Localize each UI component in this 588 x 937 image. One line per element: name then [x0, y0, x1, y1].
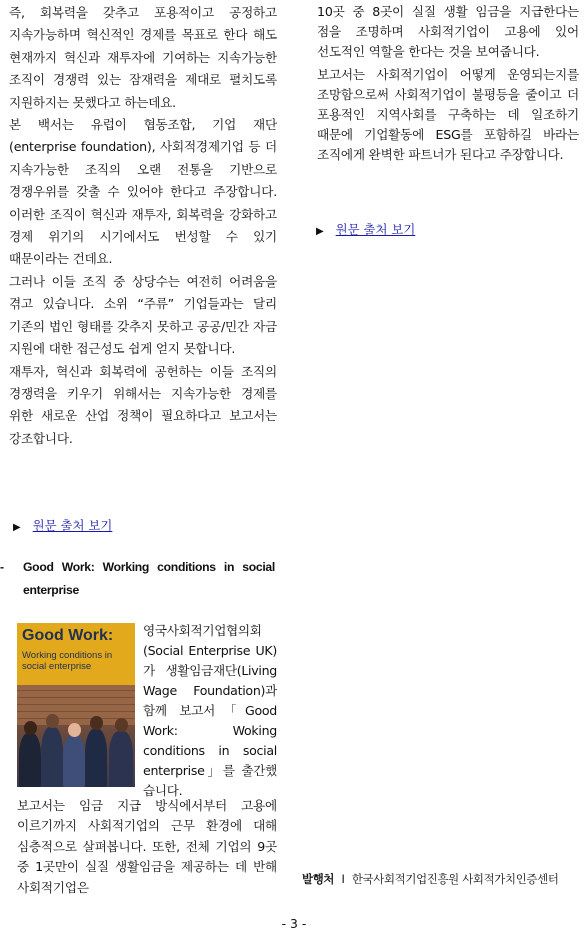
triangle-right-icon: ▶: [13, 522, 21, 533]
left-column: [9, 2, 277, 450]
cover-subtitle: Working conditions in social enterprise: [22, 650, 113, 672]
paragraph: 재투자, 혁신과 회복력에 공헌하는 이들 조직의 경쟁력을 키우기 위해서는 지속가능한 경제를 위한 새로운 산업 정책이 필요하다고 보고서는 강조합니다.: [9, 363, 277, 446]
publisher-info: [302, 871, 559, 887]
section-heading: - Good Work: Working conditions in social enterprise: [0, 556, 275, 601]
paragraph: 보고서는 사회적기업이 어떻게 운영되는지를 조망함으로써 사회적기업이 불평등을 줄이고 더 포용적인 지역사회를 구축하는 데 일조하기 때문에 기업활동에 ESG를 포함하길 바라는 조직에게 완벽한 파트너가 된다고 주장합니다.: [317, 66, 579, 163]
report-intro-text: 영국사회적기업협의회(Social Enterprise UK)가 생활임금재단(Living Wage Foundation)과 함께 보고서「Good Work: Woking conditions in social enterprise」를 출간했습니다.: [143, 623, 277, 798]
paragraph: 즉, 회복력을 갖추고 포용적이고 공정하고 지속가능하며 혁신적인 경제를 목표로 한다 해도 현재까지 혁신과 재투자에 기여하는 지속가능한 조직이 경쟁력 있는 잠재력을 제대로 펼치도록 지원하지는 못했다고 하는데요.: [9, 5, 277, 110]
paragraph: 보고서는 임금 지급 방식에서부터 고용에 이르기까지 사회적기업의 근무 환경에 대해 심층적으로 살펴봅니다. 또한, 전체 기업의 9곳 중 1곳만이 실질 생활임금을 제공하는 데 반해 사회적기업은: [17, 798, 277, 895]
separator: I: [341, 872, 345, 886]
source-link-row: [316, 220, 415, 242]
source-link[interactable]: 원문 출처 보기: [32, 518, 113, 533]
paragraph: 10곳 중 8곳이 실질 생활 임금을 지급한다는 점을 조명하며 사회적기업이 고용에 있어 선도적인 역할을 한다는 것을 보여줍니다.: [317, 4, 579, 60]
cover-title: Good Work:: [22, 627, 114, 644]
page-number: - 3 -: [281, 916, 307, 931]
publisher-label: 발행처: [302, 872, 335, 886]
paragraph: 본 백서는 유럽이 협동조합, 기업 재단(enterprise foundation), 사회적경제기업 등 더 지속가능한 조직의 오랜 전통을 기반으로 경쟁우위를 갖출 수 있어야 한다고 주장합니다. 이러한 조직이 혁신과 재투자, 회복력을 강화하고 경제 위기의 시기에서도 번성할 수 있기 때문이라는 건데요.: [9, 117, 277, 267]
publisher-name: 한국사회적기업진흥원 사회적가치인증센터: [351, 872, 559, 886]
source-link[interactable]: 원문 출처 보기: [335, 222, 416, 237]
report-cover-image: [17, 623, 135, 787]
source-link-row: [13, 516, 112, 538]
triangle-right-icon: ▶: [316, 226, 324, 237]
bullet-dash: -: [0, 560, 4, 574]
right-column: [317, 2, 579, 166]
paragraph: 그러나 이들 조직 중 상당수는 여전히 어려움을 겪고 있습니다. 소위 “주류” 기업들과는 달리 기존의 법인 형태를 갖추지 못하고 공공/민간 자금 지원에 대한 접근성도 쉽게 얻지 못합니다.: [9, 273, 277, 357]
